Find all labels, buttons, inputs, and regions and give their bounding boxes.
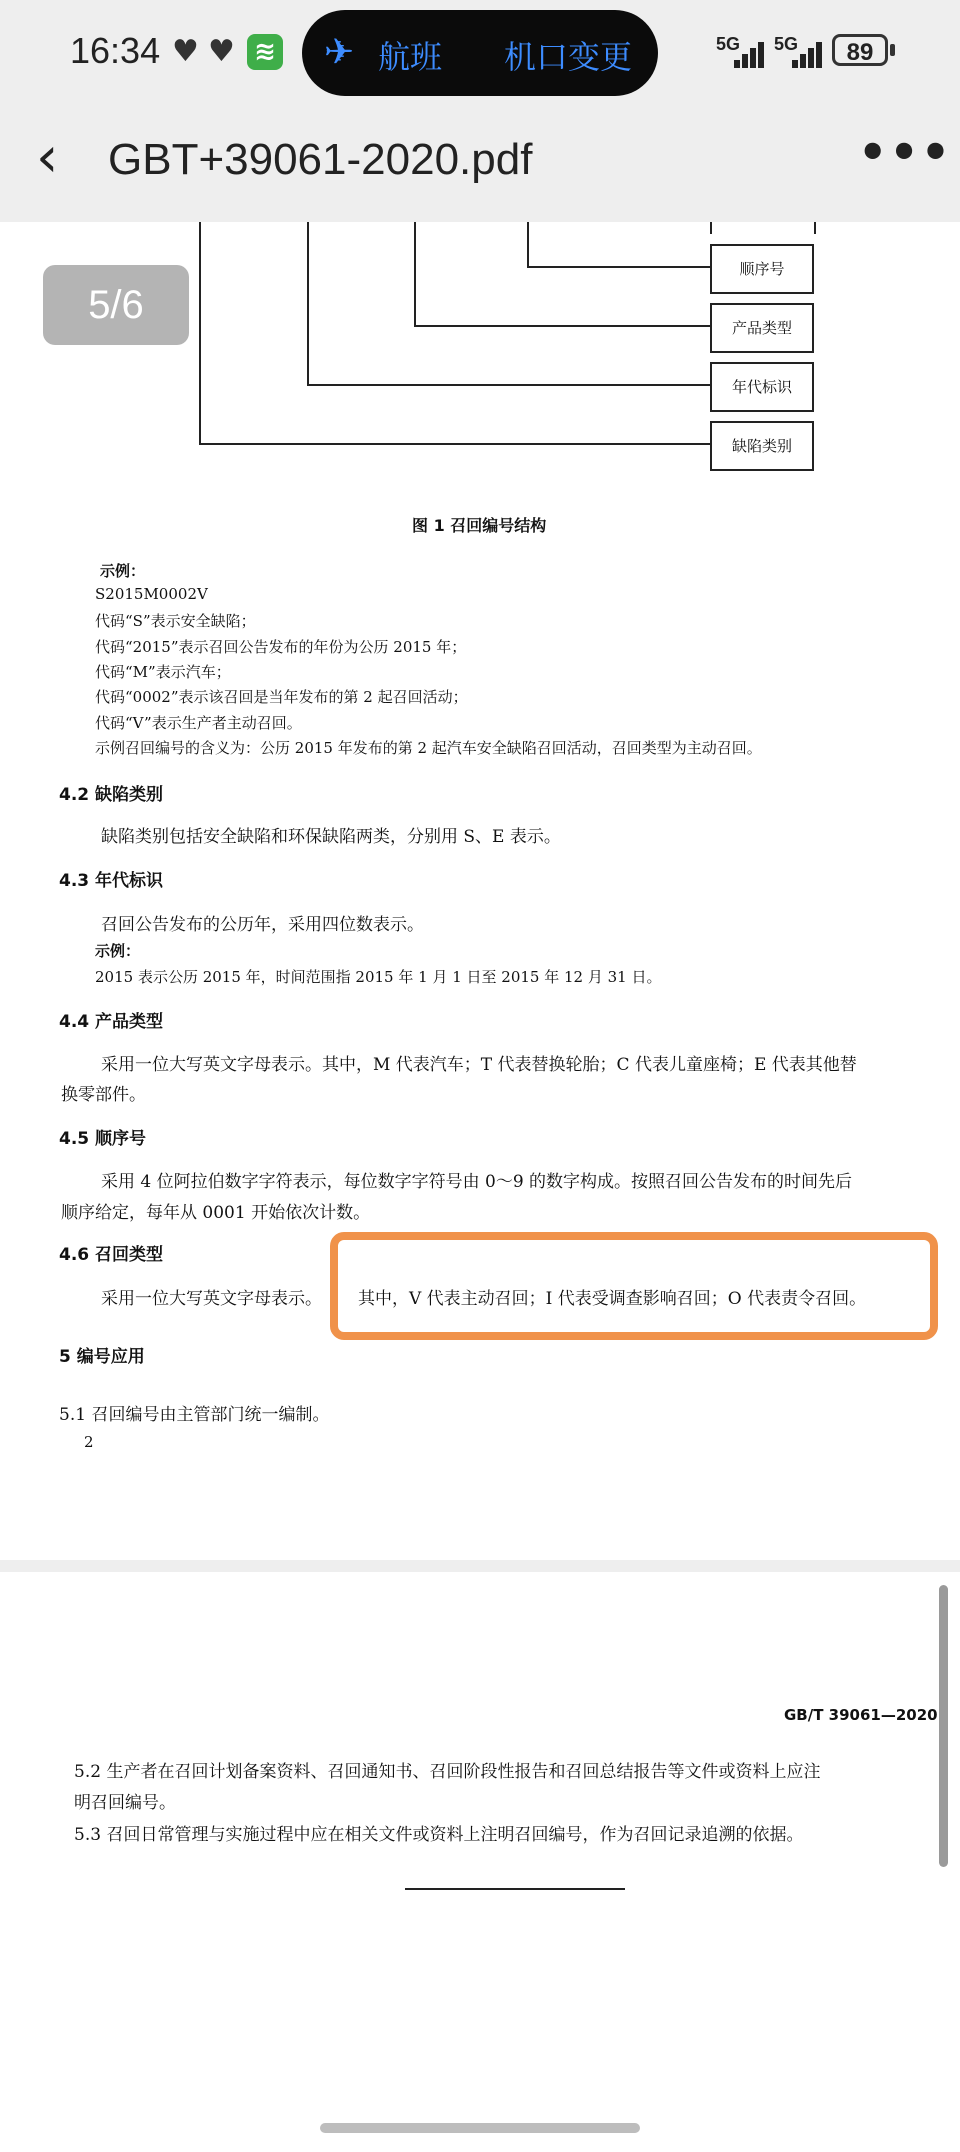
section-4-6-title: 4.6 召回类型 xyxy=(59,1245,164,1265)
connector-year xyxy=(308,222,710,385)
flight-label: 航班 xyxy=(378,38,443,76)
signal-icon-2 xyxy=(792,38,830,68)
airplane-icon: ✈ xyxy=(324,32,355,73)
example-line: 示例召回编号的含义为：公历 2015 年发布的第 2 起汽车安全缺陷召回活动，召回类型为主动召回。 xyxy=(95,739,762,757)
status-time: 16:34 xyxy=(70,30,161,71)
recall-code-structure-diagram xyxy=(0,222,960,482)
notification-icon-2: ♥ xyxy=(208,34,235,69)
example-line: S2015M0002V xyxy=(95,585,208,603)
example-line: 代码“2015”表示召回公告发布的年份为公历 2015 年； xyxy=(95,638,467,656)
connector-defect xyxy=(200,222,710,444)
connector-product-type xyxy=(415,222,710,326)
dynamic-island-flight-notice[interactable] xyxy=(302,10,658,96)
section-4-3-example-label: 示例： xyxy=(95,942,141,960)
section-4-6-body-a: 采用一位大写英文字母表示。 xyxy=(101,1289,322,1309)
diagram-box-year: 年代标识 xyxy=(710,362,814,412)
home-indicator[interactable] xyxy=(320,2123,640,2133)
section-4-2-title: 4.2 缺陷类别 xyxy=(59,785,164,805)
gate-change-label: 机口变更 xyxy=(504,38,633,76)
example-line: 代码“V”表示生产者主动召回。 xyxy=(95,714,302,732)
section-4-4-body: 采用一位大写英文字母表示。其中，M 代表汽车；T 代表替换轮胎；C 代表儿童座椅；E 代表其他替 xyxy=(101,1055,857,1075)
pdf-page-6[interactable] xyxy=(0,1572,960,2152)
section-4-3-body: 召回公告发布的公历年，采用四位数表示。 xyxy=(101,915,424,935)
end-rule xyxy=(405,1888,625,1890)
section-4-5-body: 采用 4 位阿拉伯数字字符表示，每位数字字符号由 0～9 的数字构成。按照召回公告发布的时间先后 xyxy=(101,1172,853,1192)
back-arrow-icon[interactable]: ‹ xyxy=(36,125,59,190)
section-4-5-title: 4.5 顺序号 xyxy=(59,1129,147,1149)
connector-sequence xyxy=(528,222,710,267)
diagram-box-defect: 缺陷类别 xyxy=(710,421,814,471)
app-header xyxy=(0,105,960,222)
section-4-2-body: 缺陷类别包括安全缺陷和环保缺陷两类，分别用 S、E 表示。 xyxy=(101,827,561,847)
standard-code-header: GB/T 39061—2020 xyxy=(784,1706,938,1724)
battery-icon: 89 xyxy=(832,34,888,66)
document-title: GBT+39061-2020.pdf xyxy=(108,135,533,184)
page-counter: 5/6 xyxy=(43,265,189,345)
example-line: 代码“M”表示汽车； xyxy=(95,663,231,681)
network-type-1: 5G xyxy=(716,34,741,54)
section-4-4-title: 4.4 产品类型 xyxy=(59,1012,164,1032)
section-5-2-line-1: 5.2 生产者在召回计划备案资料、召回通知书、召回阶段性报告和召回总结报告等文件或资料上应注 xyxy=(74,1762,821,1782)
app-notification-icon: ≋ xyxy=(247,34,283,70)
section-5-2-line-2: 明召回编号。 xyxy=(74,1793,176,1813)
example-line: 代码“S”表示安全缺陷； xyxy=(95,612,256,630)
section-4-3-example: 2015 表示公历 2015 年，时间范围指 2015 年 1 月 1 日至 2015 年 12 月 31 日。 xyxy=(95,968,662,986)
section-4-3-title: 4.3 年代标识 xyxy=(59,871,164,891)
signal-icon-1 xyxy=(734,38,772,68)
scrollbar[interactable] xyxy=(939,1585,948,1867)
more-menu-icon[interactable]: ••• xyxy=(858,125,953,179)
example-line: 示例： xyxy=(100,562,146,580)
notification-icon: ♥ xyxy=(172,34,199,69)
diagram-box-sequence: 顺序号 xyxy=(710,244,814,294)
section-4-6-body-b: 其中，V 代表主动召回；I 代表受调查影响召回；O 代表责令召回。 xyxy=(358,1289,867,1309)
status-bar xyxy=(0,0,960,105)
battery-tip xyxy=(890,44,895,56)
figure-caption: 图 1 召回编号结构 xyxy=(412,516,547,535)
section-5-3-line: 5.3 召回日常管理与实施过程中应在相关文件或资料上注明召回编号，作为召回记录追溯的依据。 xyxy=(74,1825,804,1845)
highlight-annotation xyxy=(330,1232,938,1340)
network-type-2: 5G xyxy=(774,34,799,54)
section-4-5-body-cont: 顺序给定，每年从 0001 开始依次计数。 xyxy=(61,1203,371,1223)
section-5-title: 5 编号应用 xyxy=(59,1347,145,1367)
diagram-box-product-type: 产品类型 xyxy=(710,303,814,353)
example-line: 代码“0002”表示该召回是当年发布的第 2 起召回活动； xyxy=(95,688,468,706)
section-4-4-body-cont: 换零部件。 xyxy=(61,1085,146,1105)
page-number: 2 xyxy=(84,1433,94,1451)
section-5-1-body: 5.1 召回编号由主管部门统一编制。 xyxy=(59,1405,330,1425)
